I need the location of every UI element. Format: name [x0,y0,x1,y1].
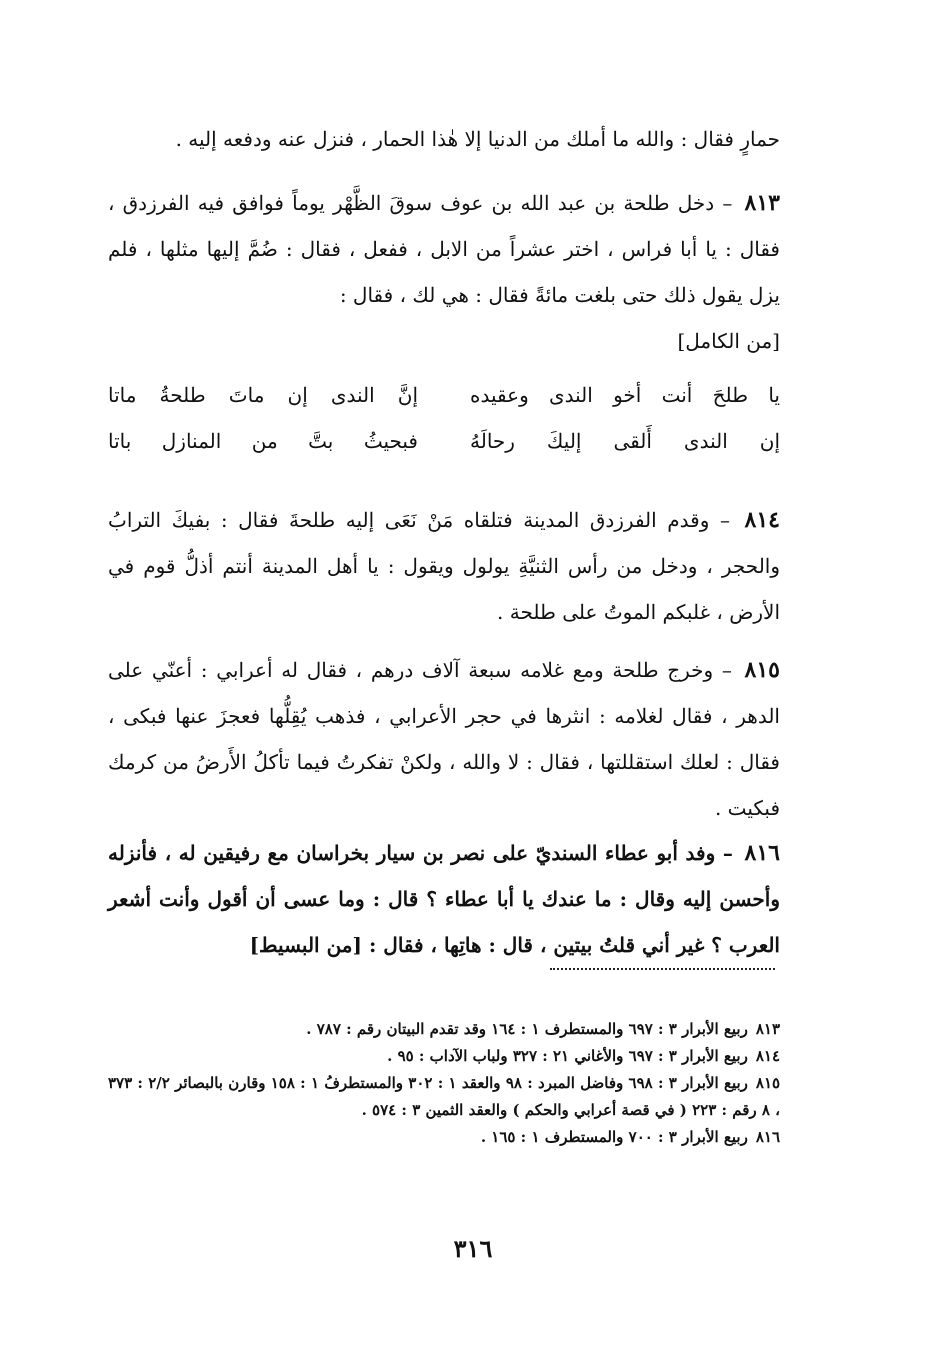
entry-text: – وفد أبو عطاء السنديّ على نصر بن سيار بخراسان مع رفيقين له ، فأنزله وأحسن إليه وقال : ما عندك يا أبا عطاء ؟ قال : وما عسى أن أقول وأنت أشعر العرب ؟ غير أني قلتُ بيتين ، قال : هاتِها ، فقال : [108,841,780,957]
entry-number: ٨١٦ [744,840,780,866]
footnote-813 [108,1016,780,1043]
entry-number: ٨١٤ [744,507,780,533]
footnote-text: ربيع الأبرار ٣ : ٧٠٠ والمستطرف ١ : ١٦٥ . [480,1128,748,1146]
poem-verses [108,372,780,464]
footnote-number: ٨١٤ [755,1047,780,1065]
meter-label: [من البسيط] [249,933,362,957]
paragraph-815 [108,647,780,831]
second-hemistich: إنَّ الندى إن ماتَ طلحةُ ماتا [108,383,418,407]
footnote-815 [108,1070,780,1124]
page-number: ٣١٦ [453,1234,493,1263]
second-hemistich: فبحيثُ بتَّ من المنازل باتا [108,429,418,453]
footnote-text: ربيع الأبرار ٣ : ٦٩٧ والمستطرف ١ : ١٦٤ وقد تقدم البيتان رقم : ٧٨٧ . [306,1020,748,1038]
footnote-number: ٨١٣ [755,1020,780,1038]
entry-816 [108,830,780,968]
footnote-814 [108,1043,780,1070]
paragraph-814 [108,497,780,635]
entry-number: ٨١٣ [744,190,780,216]
entry-text: – دخل طلحة بن عبد الله بن عوف سوقَ الظَّهْر يوماً فوافق فيه الفرزدق ، فقال : يا أبا فراس ، اختر عشراً من الابل ، ففعل ، فقال : ضُمَّ إليها مثلها ، فلم يزل يقول ذلك حتى بلغت مائةً فقال : هي لك ، فقال : [108,191,780,307]
entry-815 [108,647,780,831]
entry-814 [108,497,780,635]
main-text-top [108,116,780,162]
entry-813 [108,180,780,364]
footnote-text: ربيع الأبرار ٣ : ٦٩٧ والأغاني ٢١ : ٣٢٧ ولباب الآداب : ٩٥ . [387,1047,748,1065]
first-hemistich: إن الندى أَلقى إليكَ رحالَهُ [470,429,780,453]
footnote-816 [108,1124,780,1151]
continuation-line: حمارٍ فقال : والله ما أملك من الدنيا إلا هٰذا الحمار ، فنزل عنه ودفعه إليه . [175,127,780,151]
entry-number: ٨١٥ [744,657,780,683]
paragraph-816 [108,830,780,968]
entry-text: – وخرج طلحة ومع غلامه سبعة آلاف درهم ، فقال له أعرابي : أعنّي على الدهر ، فقال لغلامه : انثرها في حجر الأعرابي ، فذهب يُقِلُّها فعجزَ عنها فبكى ، فقال : لعلك استقللتها ، فقال : لا والله ، ولكنْ تفكرتُ فيما تأكلُ الأَرضُ من كرمك فبكيت . [108,658,780,820]
paragraph-813 [108,180,780,364]
verse-2 [108,418,780,464]
footnote-number: ٨١٥ [755,1074,781,1092]
footnote-text: ربيع الأبرار ٣ : ٦٩٨ وفاضل المبرد : ٩٨ والعقد ١ : ٣٠٢ والمستطرفُ ١ : ١٥٨ وقارن بالبصائر ٢/٢ : ٣٧٣ ، ٨ رقم : ٢٢٣ ( في قصة أعرابي والحكم ) والعقد الثمين ٣ : ٥٧٤ . [108,1074,780,1119]
meter-label: [من الكامل] [677,329,780,353]
footnotes [108,1016,780,1151]
footnote-number: ٨١٦ [755,1128,780,1146]
footnote-divider [550,968,775,970]
entry-text: – وقدم الفرزدق المدينة فتلقاه مَنْ نَعَى إليه طلحةَ فقال : بفيكَ الترابُ والحجر ، ودخل من رأس الثنيَّةِ يولول ويقول : يا أهل المدينة أنتم أذلُّ قوم في الأرض ، غلبكم الموتُ على طلحة . [108,508,780,624]
first-hemistich: يا طلحَ أنت أخو الندى وعقيده [470,383,780,407]
verse-1 [108,372,780,418]
